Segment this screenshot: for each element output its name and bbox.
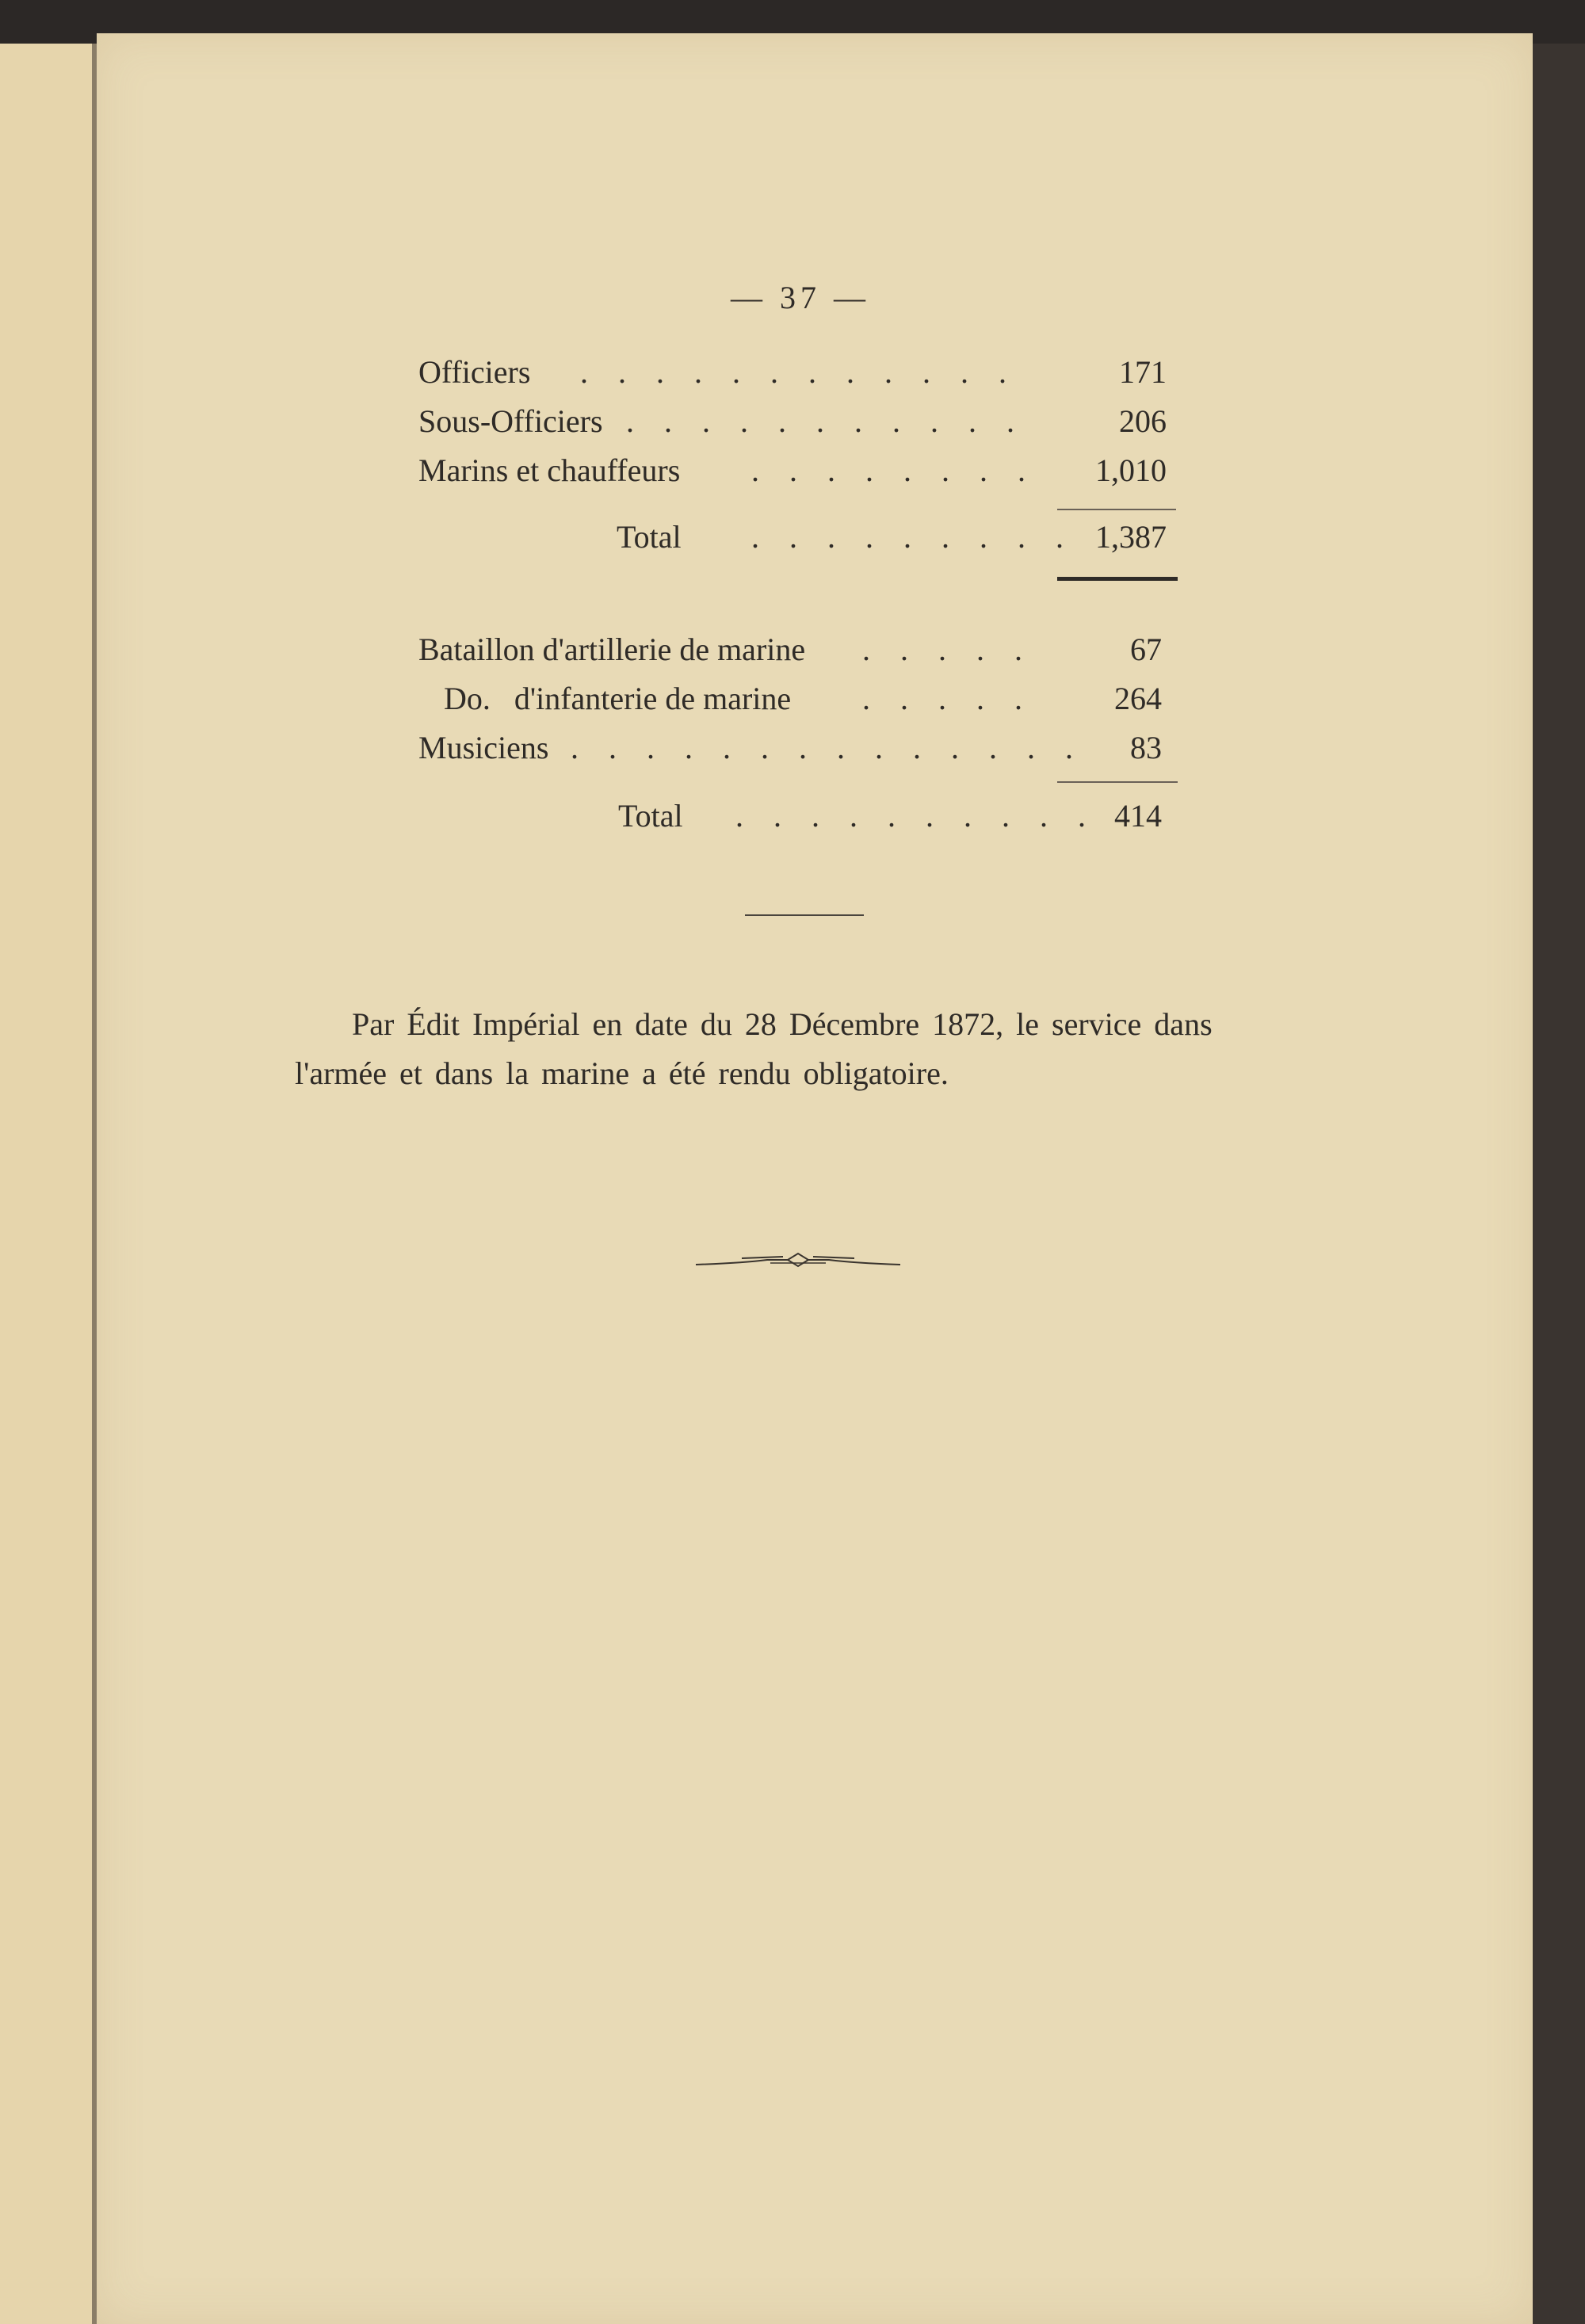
paragraph-line: l'armée et dans la marine a été rendu obligatoire.: [295, 1055, 949, 1091]
row-value: 206: [1119, 403, 1167, 439]
paragraph-line: Par Édit Impérial en date du 28 Décembre 1872, le service dans: [352, 1006, 1213, 1042]
right-background: [1533, 44, 1585, 2324]
row-label: Do. d'infanterie de marine: [444, 681, 792, 716]
table-row: [418, 729, 1178, 778]
total-value: 414: [1114, 798, 1162, 834]
leader-dots: . . . . . . . . . . . .: [580, 354, 1018, 390]
total-value: 1,387: [1095, 519, 1167, 555]
total-double-rule: [1057, 577, 1178, 581]
body-paragraph: [295, 1000, 1357, 1098]
total-row: [418, 797, 1178, 846]
row-label: Marins et chauffeurs: [418, 452, 681, 488]
ornament-divider: [694, 1246, 902, 1273]
sum-rule: [1057, 509, 1176, 510]
section-divider: [745, 914, 864, 916]
row-value: 1,010: [1095, 452, 1167, 488]
left-page-edge: [0, 44, 98, 2324]
table-row: [418, 353, 1178, 403]
row-label: Sous-Officiers: [418, 403, 603, 439]
row-label: Bataillon d'artillerie de marine: [418, 632, 806, 667]
total-label: Total: [618, 798, 683, 834]
marine-table: [418, 631, 1178, 846]
leader-dots: . . . . . . . .: [751, 452, 1037, 488]
table-row: [418, 631, 1178, 680]
personnel-table: [418, 353, 1178, 567]
row-value: 264: [1114, 681, 1162, 716]
row-value: 67: [1130, 632, 1162, 667]
table-row: [418, 403, 1178, 452]
row-label: Officiers: [418, 354, 531, 390]
total-label: Total: [617, 519, 682, 555]
row-label: Musiciens: [418, 730, 549, 765]
sum-rule: [1057, 781, 1178, 783]
leader-dots: . . . . .: [862, 681, 1033, 716]
page-number: — 37 —: [731, 280, 870, 315]
leader-dots: . . . . . . . . .: [751, 519, 1075, 555]
row-value: 171: [1119, 354, 1167, 390]
total-row: [418, 518, 1178, 567]
leader-dots: . . . . . . . . . .: [735, 798, 1097, 834]
table-row: [418, 452, 1178, 501]
table-row: [418, 680, 1178, 729]
leader-dots: . . . . . . . . . . . . . .: [571, 730, 1084, 765]
leader-dots: . . . . .: [862, 632, 1033, 667]
row-value: 83: [1130, 730, 1162, 765]
leader-dots: . . . . . . . . . . .: [626, 403, 1025, 439]
